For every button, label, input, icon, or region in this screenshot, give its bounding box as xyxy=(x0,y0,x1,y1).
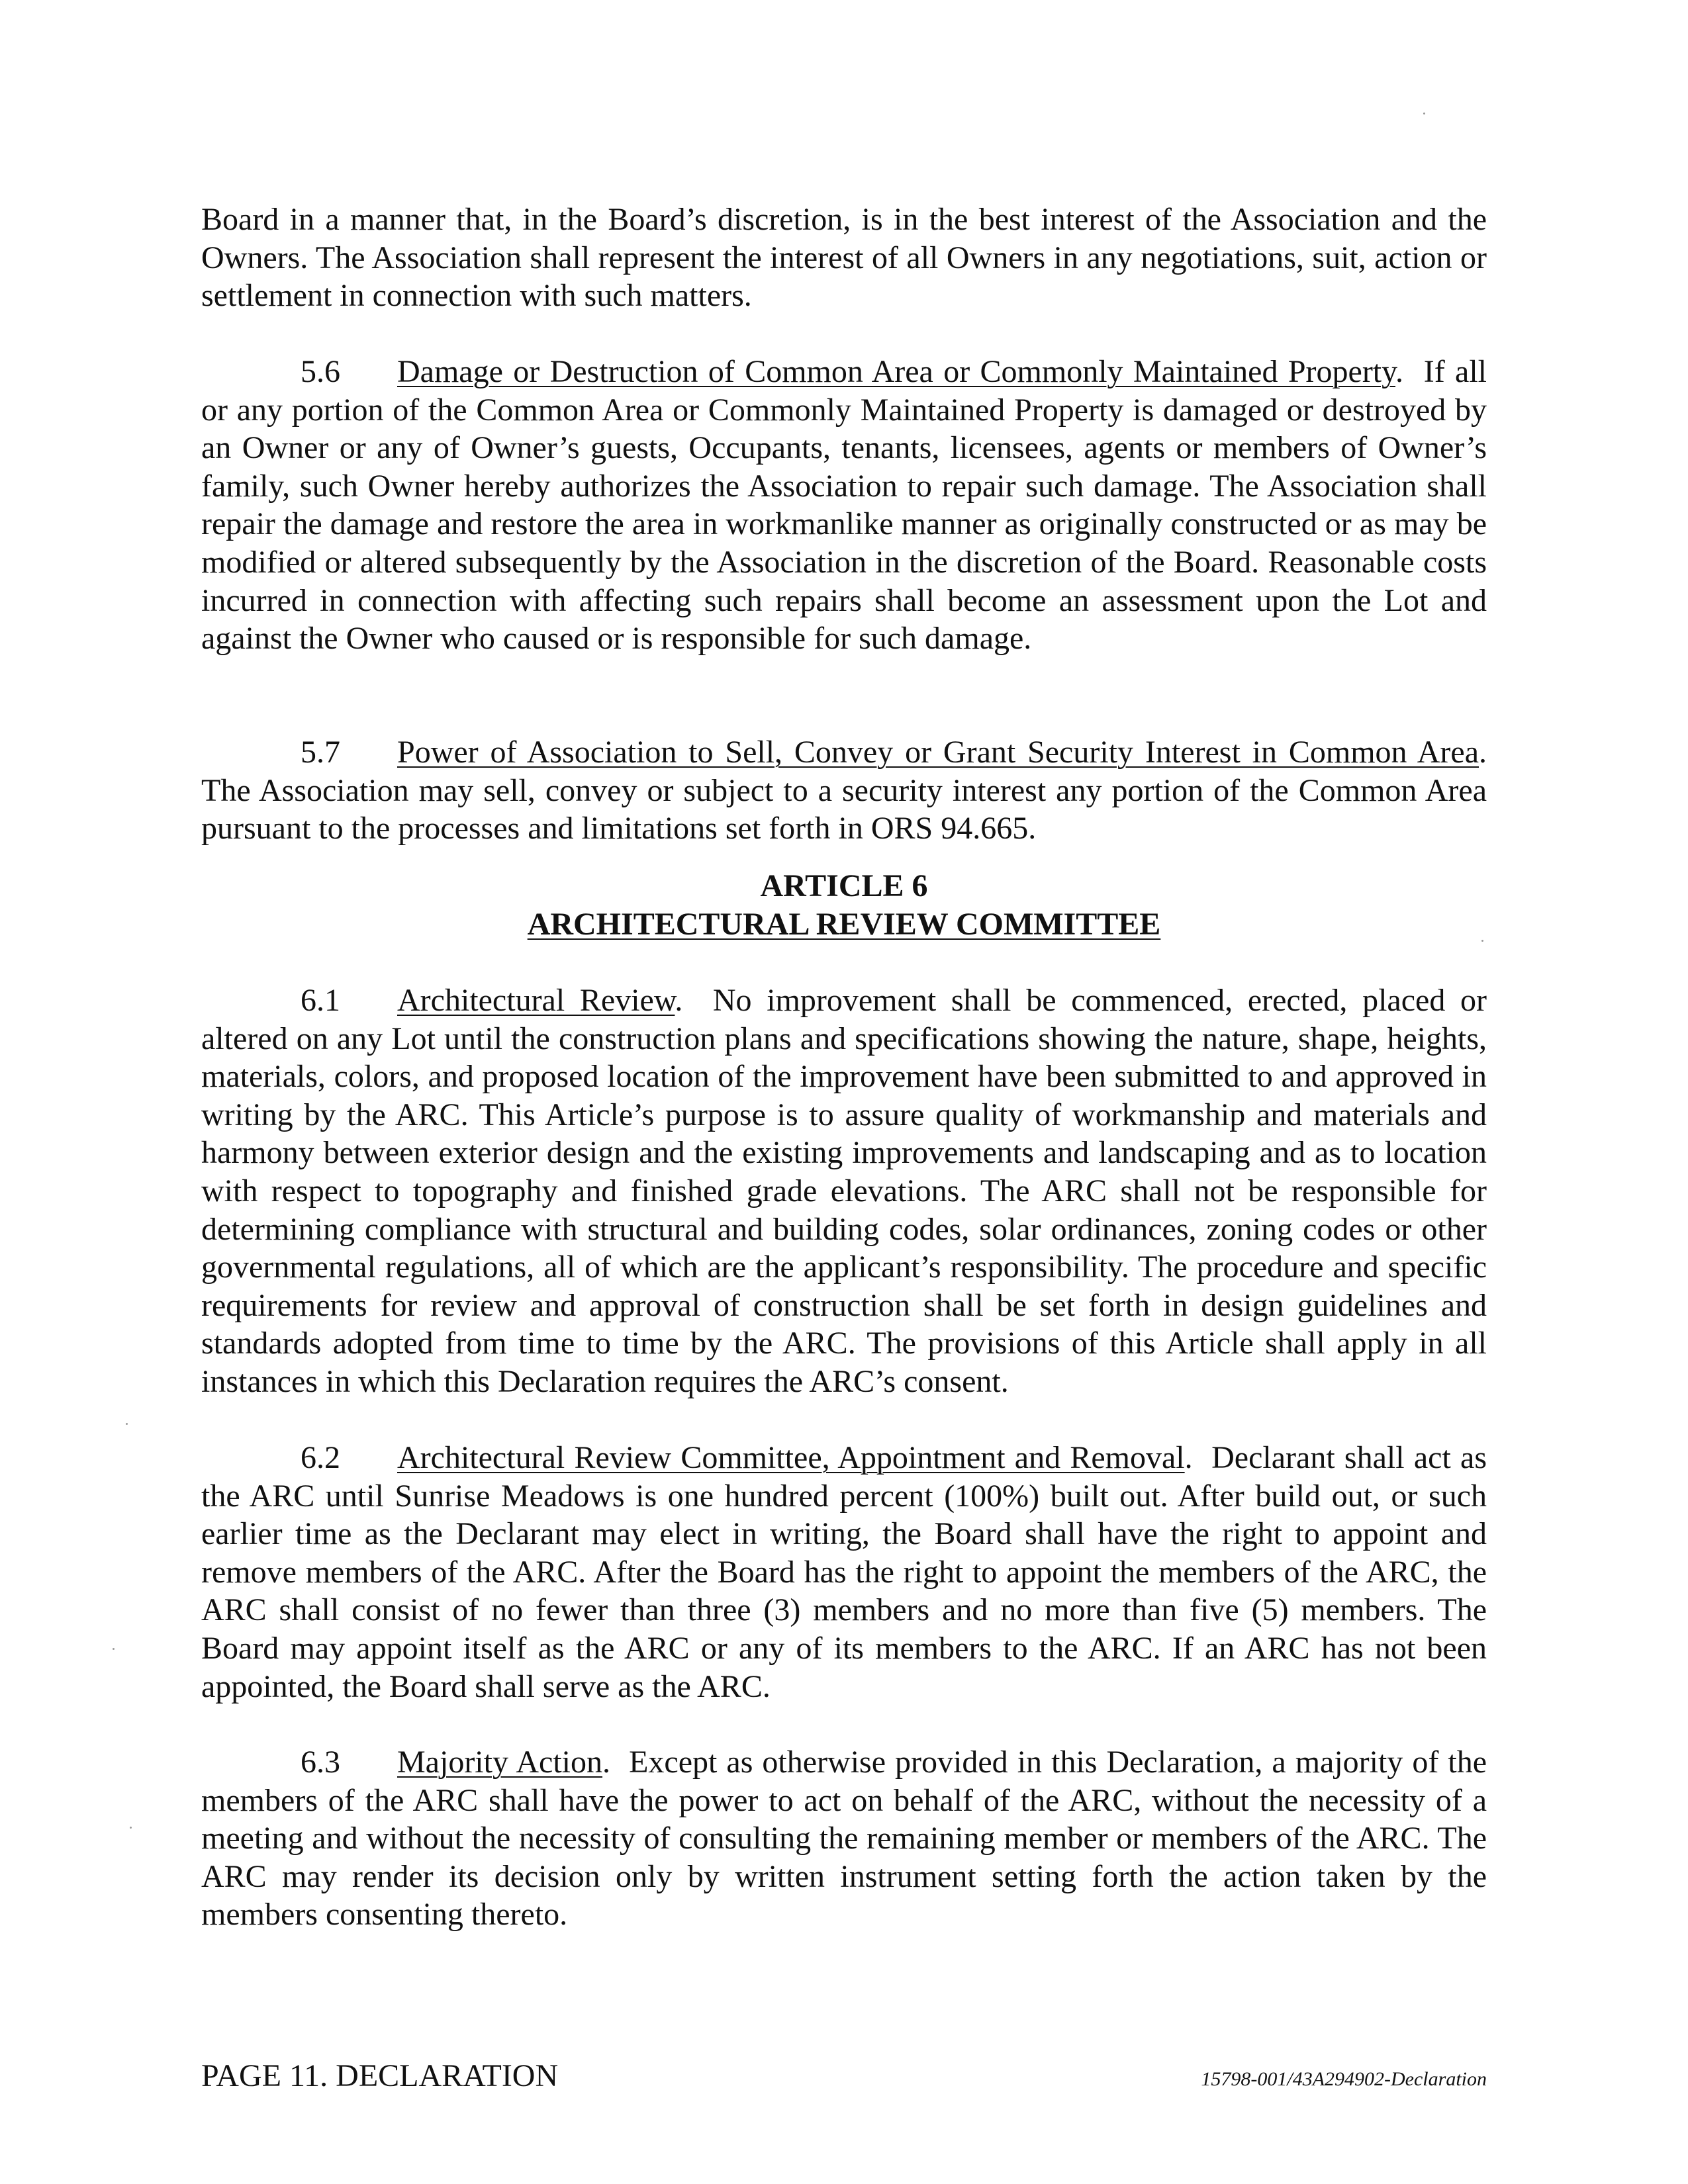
section-5-6: 5.6 Damage or Destruction of Common Area or Commonly Maintained Property. If all or any portion of the Common Area or Commonly Maintained Property is damaged or destroyed by an Owner or any of Owner’s guests, Occupants, tenants, licensees, agents or members of Owner’s family, such Owner hereby authorizes the Association to repair such damage. The Association shall repair the damage and restore the area in workmanlike manner as originally constructed or as may be modified or altered subsequently by the Association in the discretion of the Board. Reasonable costs incurred in connection with affecting such repairs shall become an assessment upon the Lot and against the Owner who caused or is responsible for such damage. xyxy=(201,354,1487,657)
section-title: Majority Action xyxy=(397,1745,603,1780)
section-title: Power of Association to Sell, Convey or Grant Security Interest in Common Area xyxy=(397,735,1479,770)
continuation-paragraph xyxy=(201,201,1487,315)
article-number-heading: ARTICLE 6 xyxy=(760,868,928,903)
article-title-heading xyxy=(201,905,1487,944)
scan-speck xyxy=(113,1648,115,1650)
section-6-3: 6.3 Majority Action. Except as otherwise provided in this Declaration, a majority of the members of the ARC shall have the power to act on behalf of the ARC, without the necessity of a meeting and without the necessity of consulting the remaining member or members of the ARC. The ARC may render its decision only by written instrument setting forth the action taken by the members consenting thereto. xyxy=(201,1745,1487,1933)
scan-speck xyxy=(130,1827,132,1829)
scan-speck xyxy=(1481,940,1483,942)
page-footer-label: PAGE 11. DECLARATION xyxy=(201,2058,559,2093)
section-text: If all or any portion of the Common Area or Commonly Maintained Property is damaged or destroyed by an Owner or any of Owner’s guests, Occupants, tenants, licensees, agents or members of Owner’s family, such Owner hereby authorizes the Association to repair such damage. The Association shall repair the damage and restore the area in workmanlike manner as originally constructed or as may be modified or altered subsequently by the Association in the discretion of the Board. Reasonable costs incurred in connection with affecting such repairs shall become an assessment upon the Lot and against the Owner who caused or is responsible for such damage. xyxy=(201,354,1487,657)
section-title: Damage or Destruction of Common Area or Commonly Maintained Property xyxy=(397,354,1396,389)
section-number: 6.1 xyxy=(301,983,340,1018)
section-number: 5.7 xyxy=(301,735,340,770)
section-5-7: 5.7 Power of Association to Sell, Convey or Grant Security Interest in Common Area. The Association may sell, convey or subject to a security interest any portion of the Common Area pursuant to the processes and limitations set forth in ORS 94.665. xyxy=(201,735,1487,846)
section-text: Declarant shall act as the ARC until Sunrise Meadows is one hundred percent (100%) built out. After build out, or such earlier time as the Declarant may elect in writing, the Board shall have the right to appoint and remove members of the ARC. After the Board has the right to appoint the members of the ARC, the ARC shall consist of no fewer than three (3) members and no more than five (5) members. The Board may appoint itself as the ARC or any of its members to the ARC. If an ARC has not been appointed, the Board shall serve as the ARC. xyxy=(201,1440,1487,1704)
scan-speck xyxy=(1423,113,1425,114)
section-6-1: 6.1 Architectural Review. No improvement shall be commenced, erected, placed or altered on any Lot until the construction plans and specifications showing the nature, shape, heights, materials, colors, and proposed location of the improvement have been submitted to and approved in writing by the ARC. This Article’s purpose is to assure quality of workmanship and materials and harmony between exterior design and the existing improvements and landscaping and as to location with respect to topography and finished grade elevations. The ARC shall not be responsible for determining compliance with structural and building codes, solar ordinances, zoning codes or other governmental regulations, all of which are the applicant’s responsibility. The procedure and specific requirements for review and approval of construction shall be set forth in design guidelines and standards adopted from time to time by the ARC. The provisions of this Article shall apply in all instances in which this Declaration requires the ARC’s consent. xyxy=(201,983,1487,1399)
section-number: 6.2 xyxy=(301,1440,340,1475)
continuation-text: Board in a manner that, in the Board’s discretion, is in the best interest of the Association and the Owners. The Association shall represent the interest of all Owners in any negotiations, suit, action or settlement in connection with such matters. xyxy=(201,202,1487,314)
section-6-2: 6.2 Architectural Review Committee, Appointment and Removal. Declarant shall act as the ARC until Sunrise Meadows is one hundred percent (100%) built out. After build out, or such earlier time as the Declarant may elect in writing, the Board shall have the right to appoint and remove members of the ARC. After the Board has the right to appoint the members of the ARC, the ARC shall consist of no fewer than three (3) members and no more than five (5) members. The Board may appoint itself as the ARC or any of its members to the ARC. If an ARC has not been appointed, the Board shall serve as the ARC. xyxy=(201,1440,1487,1704)
document-id: 15798-001/43A294902-Declaration xyxy=(1201,2068,1487,2090)
scan-speck xyxy=(126,1423,128,1425)
section-text: Except as otherwise provided in this Declaration, a majority of the members of the ARC shall have the power to act on behalf of the ARC, without the necessity of a meeting and without the necessity of consulting the remaining member or members of the ARC. The ARC may render its decision only by written instrument setting forth the action taken by the members consenting thereto. xyxy=(201,1745,1487,1933)
section-text: No improvement shall be commenced, erected, placed or altered on any Lot until the construction plans and specifications showing the nature, shape, heights, materials, colors, and proposed location of the improvement have been submitted to and approved in writing by the ARC. This Article’s purpose is to assure quality of workmanship and materials and harmony between exterior design and the existing improvements and landscaping and as to location with respect to topography and finished grade elevations. The ARC shall not be responsible for determining compliance with structural and building codes, solar ordinances, zoning codes or other governmental regulations, all of which are the applicant’s responsibility. The procedure and specific requirements for review and approval of construction shall be set forth in design guidelines and standards adopted from time to time by the ARC. The provisions of this Article shall apply in all instances in which this Declaration requires the ARC’s consent. xyxy=(201,983,1487,1399)
section-title: Architectural Review Committee, Appointment and Removal xyxy=(397,1440,1185,1475)
section-number: 6.3 xyxy=(301,1745,340,1780)
section-number: 5.6 xyxy=(301,354,340,389)
section-text: The Association may sell, convey or subject to a security interest any portion of the Common Area pursuant to the processes and limitations set forth in ORS 94.665. xyxy=(201,772,1487,846)
section-title: Architectural Review xyxy=(397,983,675,1018)
article-title: ARCHITECTURAL REVIEW COMMITTEE xyxy=(527,907,1161,942)
